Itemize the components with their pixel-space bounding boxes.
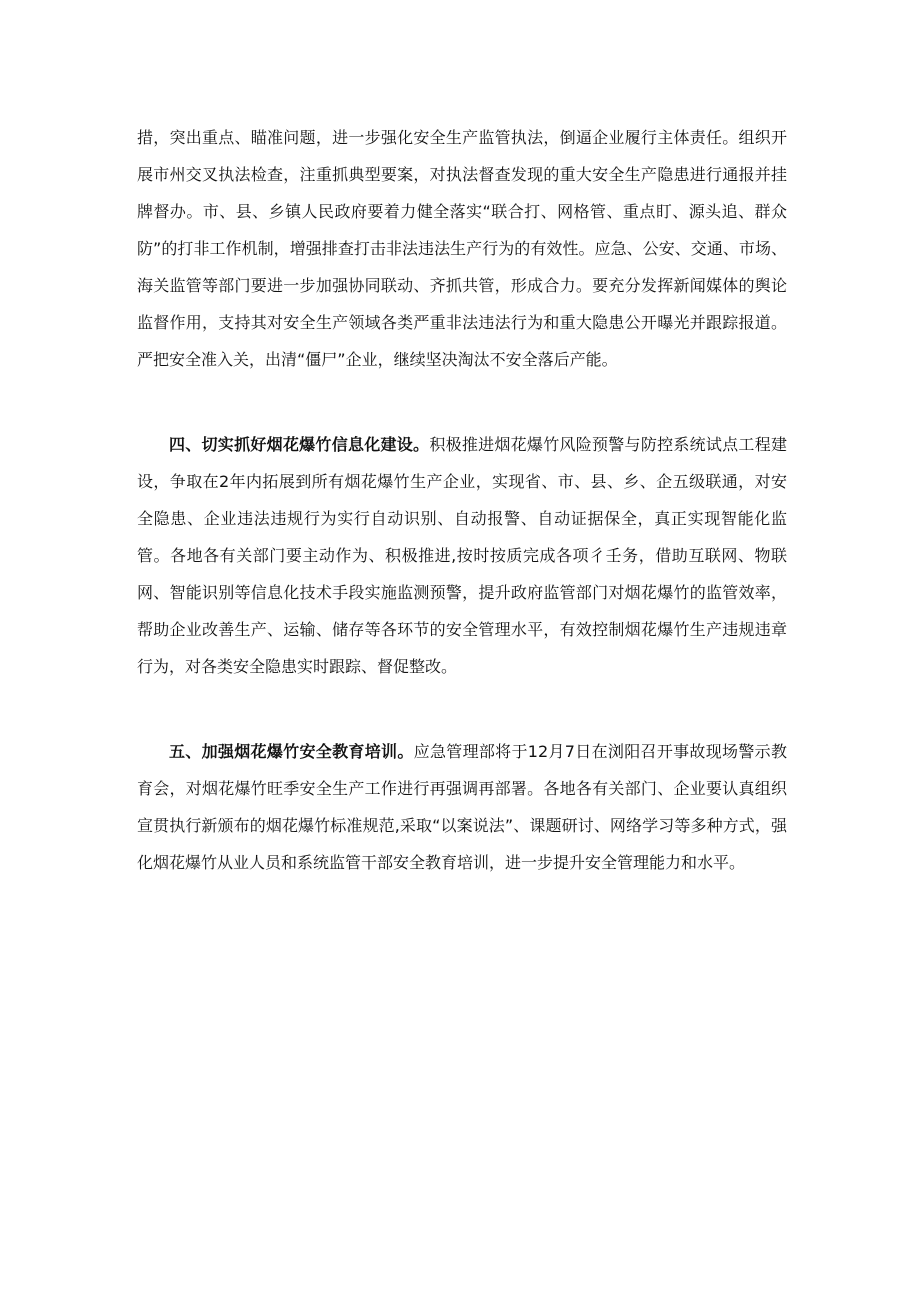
paragraph-text: 措，突出重点、瞄准问题，进一步强化安全生产监管执法，倒逼企业履行主体责任。组织开展市州交叉执法检查，注重抓典型要案，对执法督查发现的重大安全生产隐患进行通报并挂牌督办。市、县、乡镇人民政府要着力健全落实“联合打、网格管、重点盯、源头追、群众防”的打非工作机制，增强排查打击非法违法生产行为的有效性。应急、公安、交通、市场、海关监管等部门要进一步加强协同联动、齐抓共管，形成合力。要充分发挥新闻媒体的舆论监督作用，支持其对安全生产领域各类严重非法违法行为和重大隐患公开曝光并跟踪报道。严把安全准入关，出清“僵尸”企业，继续坚决淘汰不安全落后产能。 — [137, 128, 787, 369]
section-5-heading: 五、加强烟花爆竹安全教育培训。 — [169, 742, 414, 761]
section-5-text: 应急管理部将于12月7日在浏阳召开事故现场警示教育会，对烟花爆竹旺季安全生产工作进行再强调再部署。各地各有关部门、企业要认真组织宣贯执行新颁布的烟花爆竹标准规范,采取“以案说法”、课题研讨、网络学习等多种方式，强化烟花爆竹从业人员和系统监管干部安全教育培训，进一步提升安全管理能力和水平。 — [137, 742, 787, 872]
paragraph-section-5 — [137, 733, 787, 881]
paragraph-continuation — [137, 119, 787, 378]
section-4-heading: 四、切实抓好烟花爆竹信息化建设。 — [169, 435, 430, 454]
document-body — [137, 119, 787, 881]
paragraph-section-4 — [137, 426, 787, 685]
section-4-text: 积极推进烟花爆竹风险预警与防控系统试点工程建设，争取在2年内拓展到所有烟花爆竹生产企业，实现省、市、县、乡、企五级联通，对安全隐患、企业违法违规行为实行自动识别、自动报警、自动证据保全，真正实现智能化监管。各地各有关部门要主动作为、积极推进,按时按质完成各项彳壬务，借助互联网、物联网、智能识别等信息化技术手段实施监测预警，提升政府监管部门对烟花爆竹的监管效率，帮助企业改善生产、运输、储存等各环节的安全管理水平，有效控制烟花爆竹生产违规违章行为，对各类安全隐患实时跟踪、督促整改。 — [137, 435, 787, 676]
